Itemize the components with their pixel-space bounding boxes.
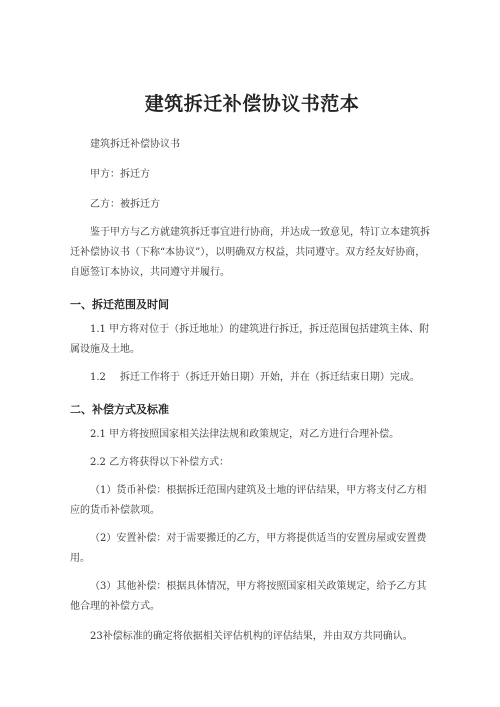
compensation-item-3: （3）其他补偿：根据具体情况，甲方将按照国家相关政策规定，给予乙方其他合理的补偿方式。 xyxy=(70,581,427,612)
section-1-heading: 一、拆迁范围及时间 xyxy=(70,298,169,311)
party-a-line: 甲方：拆迁方 xyxy=(90,169,150,180)
clause-2-1: 2.1 甲方将按照国家相关法律法规和政策规定，对乙方进行合理补偿。 xyxy=(90,429,400,440)
clause-2-2: 2.2 乙方将获得以下补偿方式： xyxy=(90,457,230,468)
section-2-heading: 二、补偿方式及标准 xyxy=(70,403,169,416)
agreement-subtitle: 建筑拆迁补偿协议书 xyxy=(90,139,180,150)
preamble-paragraph: 鉴于甲方与乙方就建筑拆迁事宜进行协商，并达成一致意见，特订立本建筑拆迁补偿协议书（下称“本协议”），以明确双方权益，共同遵守。双方经友好协商，自愿签订本协议，共同遵守并履行。 xyxy=(70,227,430,278)
compensation-item-2: （2）安置补偿：对于需要搬迁的乙方，甲方将提供适当的安置房屋或安置费用。 xyxy=(70,533,427,564)
clause-1-2 xyxy=(70,368,434,388)
clause-1-2-number: 1.2 xyxy=(90,372,106,383)
document-title: 建筑拆迁补偿协议书范本 xyxy=(144,93,360,115)
clause-2-3: 23补偿标准的确定将依据相关评估机构的评估结果，并由双方共同确认。 xyxy=(90,631,413,642)
party-b-line: 乙方：被拆迁方 xyxy=(90,199,160,210)
compensation-item-1: （1）货币补偿：根据拆迁范围内建筑及土地的评估结果，甲方将支付乙方相应的货币补偿款项。 xyxy=(70,485,427,516)
clause-1-2-text: 拆迁工作将于（拆迁开始日期）开始，并在（拆迁结束日期）完成。 xyxy=(119,372,420,383)
clause-1-1: 1.1 甲方将对位于（拆迁地址）的建筑进行拆迁，拆迁范围包括建筑主体、附属设施及土地。 xyxy=(70,324,430,355)
